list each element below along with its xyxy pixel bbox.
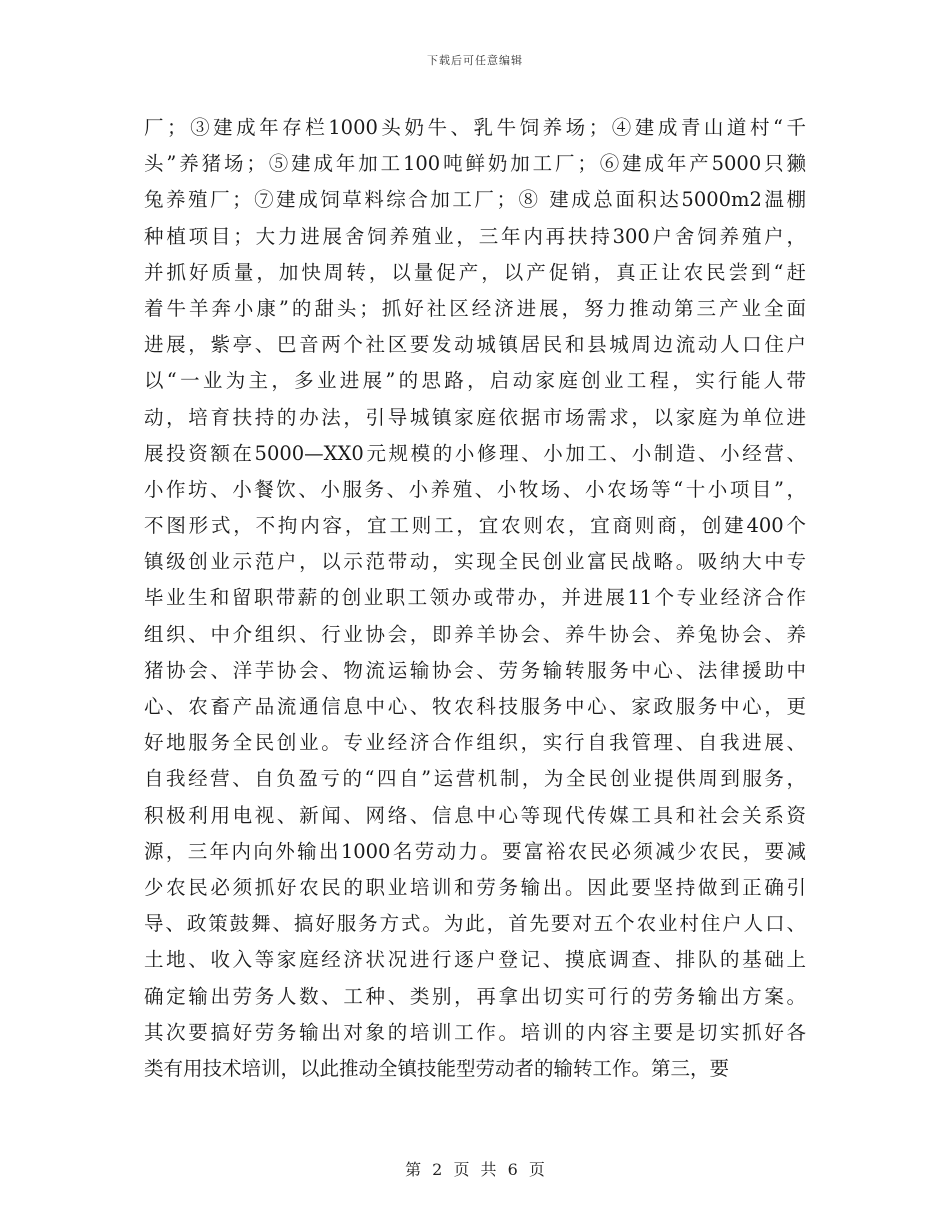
text-line: 组织、中介组织、行业协会，即养羊协会、养牛协会、养兔协会、养: [144, 622, 806, 646]
text-line: 其次要搞好劳务输出对象的培训工作。培训的内容主要是切实抓好各: [144, 1020, 806, 1044]
text-line: 源，三年内向外输出1000名劳动力。要富裕农民必须减少农民，要减: [144, 839, 806, 863]
text-line: 心、农畜产品流通信息中心、牧农科技服务中心、家政服务中心，更: [144, 695, 806, 718]
text-line: 积极利用电视、新闻、网络、信息中心等现代传媒工具和社会关系资: [144, 803, 806, 827]
text-line: 小作坊、小餐饮、小服务、小养殖、小牧场、小农场等“十小项目”，: [144, 477, 806, 501]
text-line: 自我经营、自负盈亏的“四自”运营机制，为全民创业提供周到服务，: [144, 767, 806, 791]
text-line: 少农民必须抓好农民的职业培训和劳务输出。因此要坚持做到正确引: [144, 875, 806, 899]
text-line: 兔养殖厂；⑦建成饲草料综合加工厂；⑧ 建成总面积达5000m2温棚: [144, 188, 806, 212]
text-line: 以“一业为主，多业进展”的思路，启动家庭创业工程，实行能人带: [144, 369, 806, 393]
text-line: 镇级创业示范户，以示范带动，实现全民创业富民战略。吸纳大中专: [144, 550, 806, 574]
text-line: 导、政策鼓舞、搞好服务方式。为此，首先要对五个农业村住户人口、: [144, 912, 806, 936]
text-line: 进展，紫亭、巴音两个社区要发动城镇居民和县城周边流动人口住户: [144, 333, 806, 357]
text-line: 土地、收入等家庭经济状况进行逐户登记、摸底调查、排队的基础上: [144, 948, 806, 972]
text-line: 展投资额在5000—XX0元规模的小修理、小加工、小制造、小经营、: [144, 441, 806, 465]
text-line: 确定输出劳务人数、工种、类别，再拿出切实可行的劳务输出方案。: [144, 984, 806, 1008]
text-line: 毕业生和留职带薪的创业职工领办或带办，并进展11个专业经济合作: [144, 586, 806, 610]
page-number-footer: 第 2 页 共 6 页: [405, 1160, 545, 1179]
text-line: 厂；③建成年存栏1000头奶牛、乳牛饲养场；④建成青山道村“千: [144, 116, 806, 139]
text-line: 并抓好质量，加快周转，以量促产，以产促销，真正让农民尝到“赶: [144, 260, 806, 284]
page-header: 下载后可任意编辑: [427, 54, 523, 67]
text-line: 类有用技术培训，以此推动全镇技能型劳动者的输转工作。第三，要: [144, 1056, 730, 1080]
text-line: 不图形式，不拘内容，宜工则工，宜农则农，宜商则商，创建400个: [144, 514, 806, 538]
text-line: 好地服务全民创业。专业经济合作组织，实行自我管理、自我进展、: [144, 731, 806, 755]
document-body: [144, 110, 806, 1087]
text-line: 头”养猪场；⑤建成年加工100吨鲜奶加工厂；⑥建成年产5000只獭: [144, 152, 806, 176]
text-line: 动，培育扶持的办法，引导城镇家庭依据市场需求，以家庭为单位进: [144, 405, 806, 429]
text-line: 着牛羊奔小康”的甜头；抓好社区经济进展，努力推动第三产业全面: [144, 296, 806, 320]
text-line: 种植项目；大力进展舍饲养殖业，三年内再扶持300户舍饲养殖户，: [144, 224, 806, 248]
text-line: 猪协会、洋芋协会、物流运输协会、劳务输转服务中心、法律援助中: [144, 658, 806, 682]
